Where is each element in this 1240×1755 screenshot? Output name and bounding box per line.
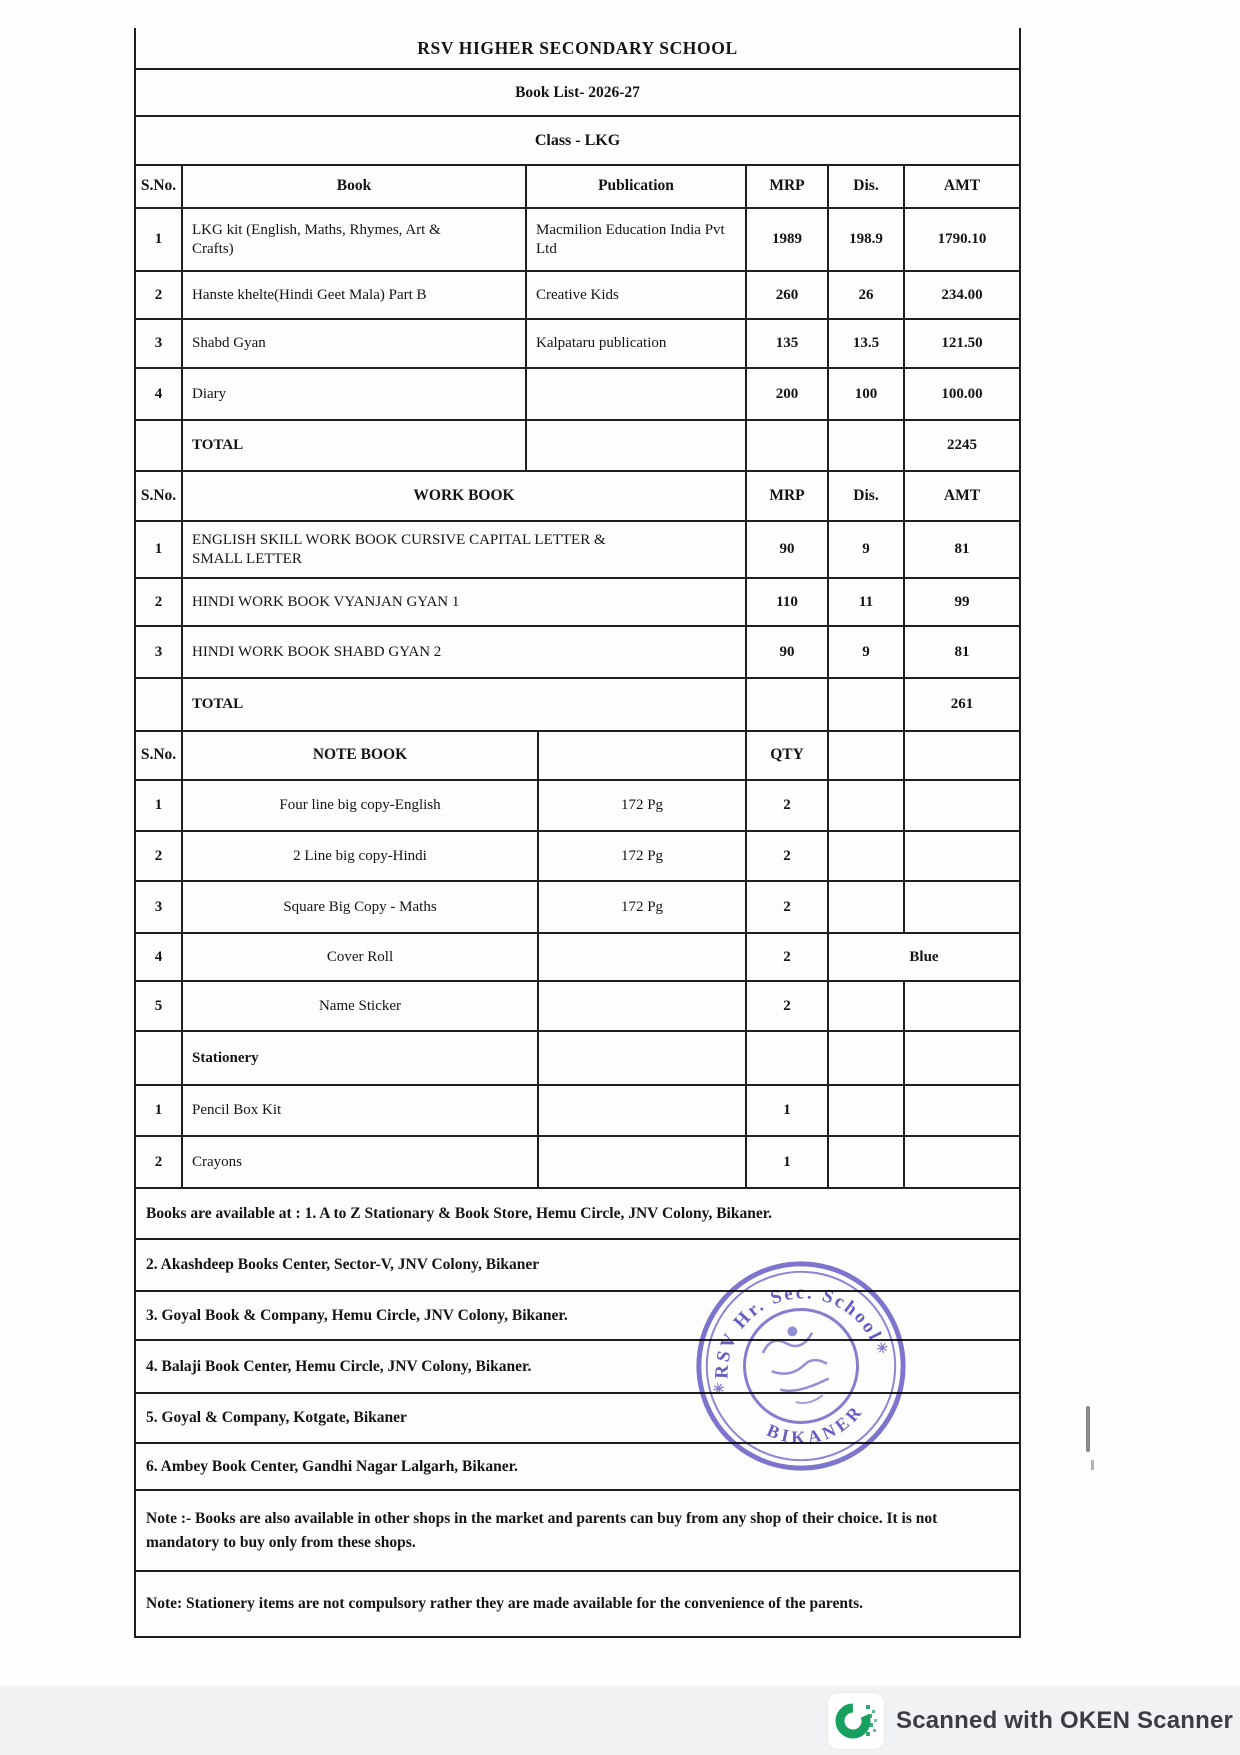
cell-extra [905, 1137, 1019, 1187]
availability-text: Books are available at : 1. A to Z Stationary & Book Store, Hemu Circle, JNV Colony, Bikaner. [146, 1204, 773, 1222]
book-table [136, 166, 1019, 472]
scan-edge-artifact-small [1091, 1460, 1094, 1470]
header-cell: Book [183, 166, 527, 207]
cell-publication [527, 421, 747, 470]
cell-notebook: Square Big Copy - Maths [183, 882, 539, 932]
notebook-row [136, 982, 1019, 1032]
cell-amt: 121.50 [941, 335, 983, 352]
header-cell: NOTE BOOK [183, 732, 539, 779]
svg-text:✳: ✳ [711, 1381, 727, 1399]
availability-line [136, 1189, 1019, 1240]
cell-workbook: HINDI WORK BOOK SHABD GYAN 2 [183, 627, 747, 677]
cell-publication: Macmilion Education India Pvt Ltd [527, 209, 747, 270]
cell-extra [905, 1086, 1019, 1135]
header-cell: MRP [747, 166, 829, 207]
note-text: Note :- Books are also available in other shops in the market and parents can buy from any shop of their choice. It is not mandatory to buy only from these shops. [146, 1510, 938, 1551]
oken-logo [828, 1693, 884, 1749]
cell-mrp [747, 421, 829, 470]
cell-publication: Creative Kids [527, 272, 747, 318]
svg-text:✳: ✳ [875, 1340, 890, 1358]
cell-workbook: ENGLISH SKILL WORK BOOK CURSIVE CAPITAL LETTER & SMALL LETTER [183, 522, 747, 577]
total-amt: 2245 [947, 437, 977, 454]
cell-mrp: 200 [747, 369, 829, 419]
class-title-row [136, 117, 1019, 166]
stationery-row [136, 1137, 1019, 1189]
cell-sno: 1 [136, 209, 183, 270]
cell-qty: 1 [747, 1086, 829, 1135]
cell-sno [136, 679, 183, 730]
cell-notebook: Cover Roll [183, 934, 539, 980]
cell-sno: 4 [136, 369, 183, 419]
cell-dis [829, 421, 905, 470]
cell-sno: 2 [136, 272, 183, 318]
cell-stationery-item: Crayons [183, 1137, 539, 1187]
svg-text:BIKANER [760, 1397, 872, 1458]
stationery-label: Stationery [183, 1032, 539, 1084]
class-title: Class - LKG [534, 131, 621, 149]
cell-sno: 3 [136, 882, 183, 932]
workbook-header-row [136, 472, 1019, 522]
cell-pages: 172 Pg [539, 882, 747, 932]
cell-book: Shabd Gyan [183, 320, 527, 367]
notebook-row [136, 832, 1019, 882]
cell-dis: 26 [829, 272, 905, 318]
cell-notebook: Name Sticker [183, 982, 539, 1030]
header-cell [539, 732, 747, 779]
cell-extra [905, 982, 1019, 1030]
cell-pages [539, 1137, 747, 1187]
book-row [136, 272, 1019, 320]
header-cell [829, 732, 905, 779]
cell-book: LKG kit (English, Maths, Rhymes, Art & Crafts) [183, 209, 527, 270]
cell-extra [829, 1086, 905, 1135]
oken-logo-icon [833, 1698, 879, 1744]
header-cell [905, 732, 1019, 779]
page-title: RSV HIGHER SECONDARY SCHOOL [417, 37, 738, 58]
book-row [136, 369, 1019, 421]
stationery-row [136, 1086, 1019, 1137]
availability-text: 6. Ambey Book Center, Gandhi Nagar Lalgarh, Bikaner. [146, 1457, 518, 1475]
cell-qty: 2 [747, 934, 829, 980]
cell-mrp: 90 [747, 522, 829, 577]
cell-sno: 3 [136, 627, 183, 677]
availability-text: 4. Balaji Book Center, Hemu Circle, JNV Colony, Bikaner. [146, 1357, 532, 1375]
cell-sno [136, 421, 183, 470]
workbook-total-row [136, 679, 1019, 732]
header-cell: WORK BOOK [183, 472, 747, 520]
header-cell: Dis. [829, 166, 905, 207]
page-header [136, 28, 1019, 70]
cell-book: Hanste khelte(Hindi Geet Mala) Part B [183, 272, 527, 318]
cell-mrp: 90 [747, 627, 829, 677]
notebook-stationery-table [136, 732, 1019, 1189]
notebook-header-row [136, 732, 1019, 781]
workbook-table [136, 472, 1019, 732]
cell-pages [539, 1086, 747, 1135]
cell-dis: 9 [829, 627, 905, 677]
header-cell: Dis. [829, 472, 905, 520]
cell-dis: 100 [829, 369, 905, 419]
stationery-header-row [136, 1032, 1019, 1086]
cell-publication: Kalpataru publication [527, 320, 747, 367]
cell-extra [905, 781, 1019, 830]
header-cell: AMT [943, 177, 981, 195]
cell-mrp: 135 [747, 320, 829, 367]
workbook-row [136, 627, 1019, 679]
scanner-footer [0, 1686, 1240, 1755]
cell-sno [136, 1032, 183, 1084]
cell-pages: 172 Pg [539, 832, 747, 880]
cell-extra [829, 1032, 905, 1084]
cell-sno: 1 [136, 1086, 183, 1135]
cell-qty: 1 [747, 1137, 829, 1187]
cell-sno: 1 [136, 522, 183, 577]
total-label: TOTAL [183, 679, 747, 730]
cell-extra [905, 882, 1019, 932]
cell-amt: 234.00 [941, 286, 983, 303]
cell-extra [829, 982, 905, 1030]
list-title: Book List- 2026-27 [515, 83, 640, 101]
notebook-row [136, 781, 1019, 832]
header-cell: S.No. [136, 472, 183, 520]
cell-extra [905, 832, 1019, 880]
cell-mrp: 110 [747, 579, 829, 625]
cell-sno: 4 [136, 934, 183, 980]
cell-sno: 3 [136, 320, 183, 367]
book-header-row [136, 166, 1019, 209]
header-cell: MRP [747, 472, 829, 520]
cell-publication [527, 369, 747, 419]
cell-mrp [747, 679, 829, 730]
cell-mrp: 260 [747, 272, 829, 318]
availability-text: 2. Akashdeep Books Center, Sector-V, JNV Colony, Bikaner [146, 1256, 540, 1274]
cell-dis [829, 679, 905, 730]
cell-sno: 2 [136, 579, 183, 625]
cell-amt: 1790.10 [937, 231, 987, 248]
header-cell: Publication [527, 166, 747, 207]
cell-extra [829, 882, 905, 932]
stamp-top-text: RSV Hr. Sec. School [711, 1282, 887, 1380]
cell-amt: 100.00 [941, 385, 983, 402]
book-row [136, 320, 1019, 369]
cell-dis: 198.9 [829, 209, 905, 270]
total-amt: 261 [950, 696, 974, 713]
cell-qty [747, 1032, 829, 1084]
header-cell: S.No. [136, 166, 183, 207]
cell-amt: 81 [954, 643, 970, 660]
header-cell: QTY [747, 732, 829, 779]
cell-amt: 81 [954, 541, 970, 558]
cell-pages: 172 Pg [539, 781, 747, 830]
cell-sno: 2 [136, 832, 183, 880]
cell-dis: 11 [829, 579, 905, 625]
notebook-row [136, 934, 1019, 982]
note-text: Note: Stationery items are not compulsory rather they are made available for the convenience of the parents. [146, 1595, 864, 1613]
note-row [136, 1491, 1019, 1572]
availability-text: 3. Goyal Book & Company, Hemu Circle, JNV Colony, Bikaner. [146, 1306, 568, 1324]
cell-stationery-item: Pencil Box Kit [183, 1086, 539, 1135]
stamp-bottom-text: BIKANER [764, 1399, 868, 1448]
workbook-row [136, 579, 1019, 627]
cell-notebook: Four line big copy-English [183, 781, 539, 830]
scanner-credit-text: Scanned with OKEN Scanner [896, 1706, 1234, 1734]
cell-qty: 2 [747, 781, 829, 830]
cell-pages [539, 982, 747, 1030]
availability-text: 5. Goyal & Company, Kotgate, Bikaner [146, 1409, 407, 1427]
cell-extra [829, 781, 905, 830]
cell-qty: 2 [747, 982, 829, 1030]
book-total-row [136, 421, 1019, 472]
cell-sno: 5 [136, 982, 183, 1030]
header-cell: S.No. [136, 732, 183, 779]
cell-dis: 9 [829, 522, 905, 577]
workbook-row [136, 522, 1019, 579]
header-cell: AMT [943, 486, 981, 504]
cell-workbook: HINDI WORK BOOK VYANJAN GYAN 1 [183, 579, 747, 625]
cell-notebook: 2 Line big copy-Hindi [183, 832, 539, 880]
cell-sno: 2 [136, 1137, 183, 1187]
cell-book: Diary [183, 369, 527, 419]
note-row [136, 1572, 1019, 1638]
cell-pages [539, 1032, 747, 1084]
scan-edge-artifact [1086, 1406, 1090, 1452]
cell-sno: 1 [136, 781, 183, 830]
cell-extra [829, 1137, 905, 1187]
cell-qty: 2 [747, 832, 829, 880]
cell-color-note: Blue [909, 948, 939, 965]
cell-qty: 2 [747, 882, 829, 932]
total-label: TOTAL [183, 421, 527, 470]
book-list-title-row [136, 70, 1019, 117]
cell-dis: 13.5 [829, 320, 905, 367]
cell-amt: 99 [954, 593, 970, 610]
notebook-row [136, 882, 1019, 934]
cell-pages [539, 934, 747, 980]
cell-extra [829, 832, 905, 880]
cell-extra [905, 1032, 1019, 1084]
cell-mrp: 1989 [747, 209, 829, 270]
book-row [136, 209, 1019, 272]
